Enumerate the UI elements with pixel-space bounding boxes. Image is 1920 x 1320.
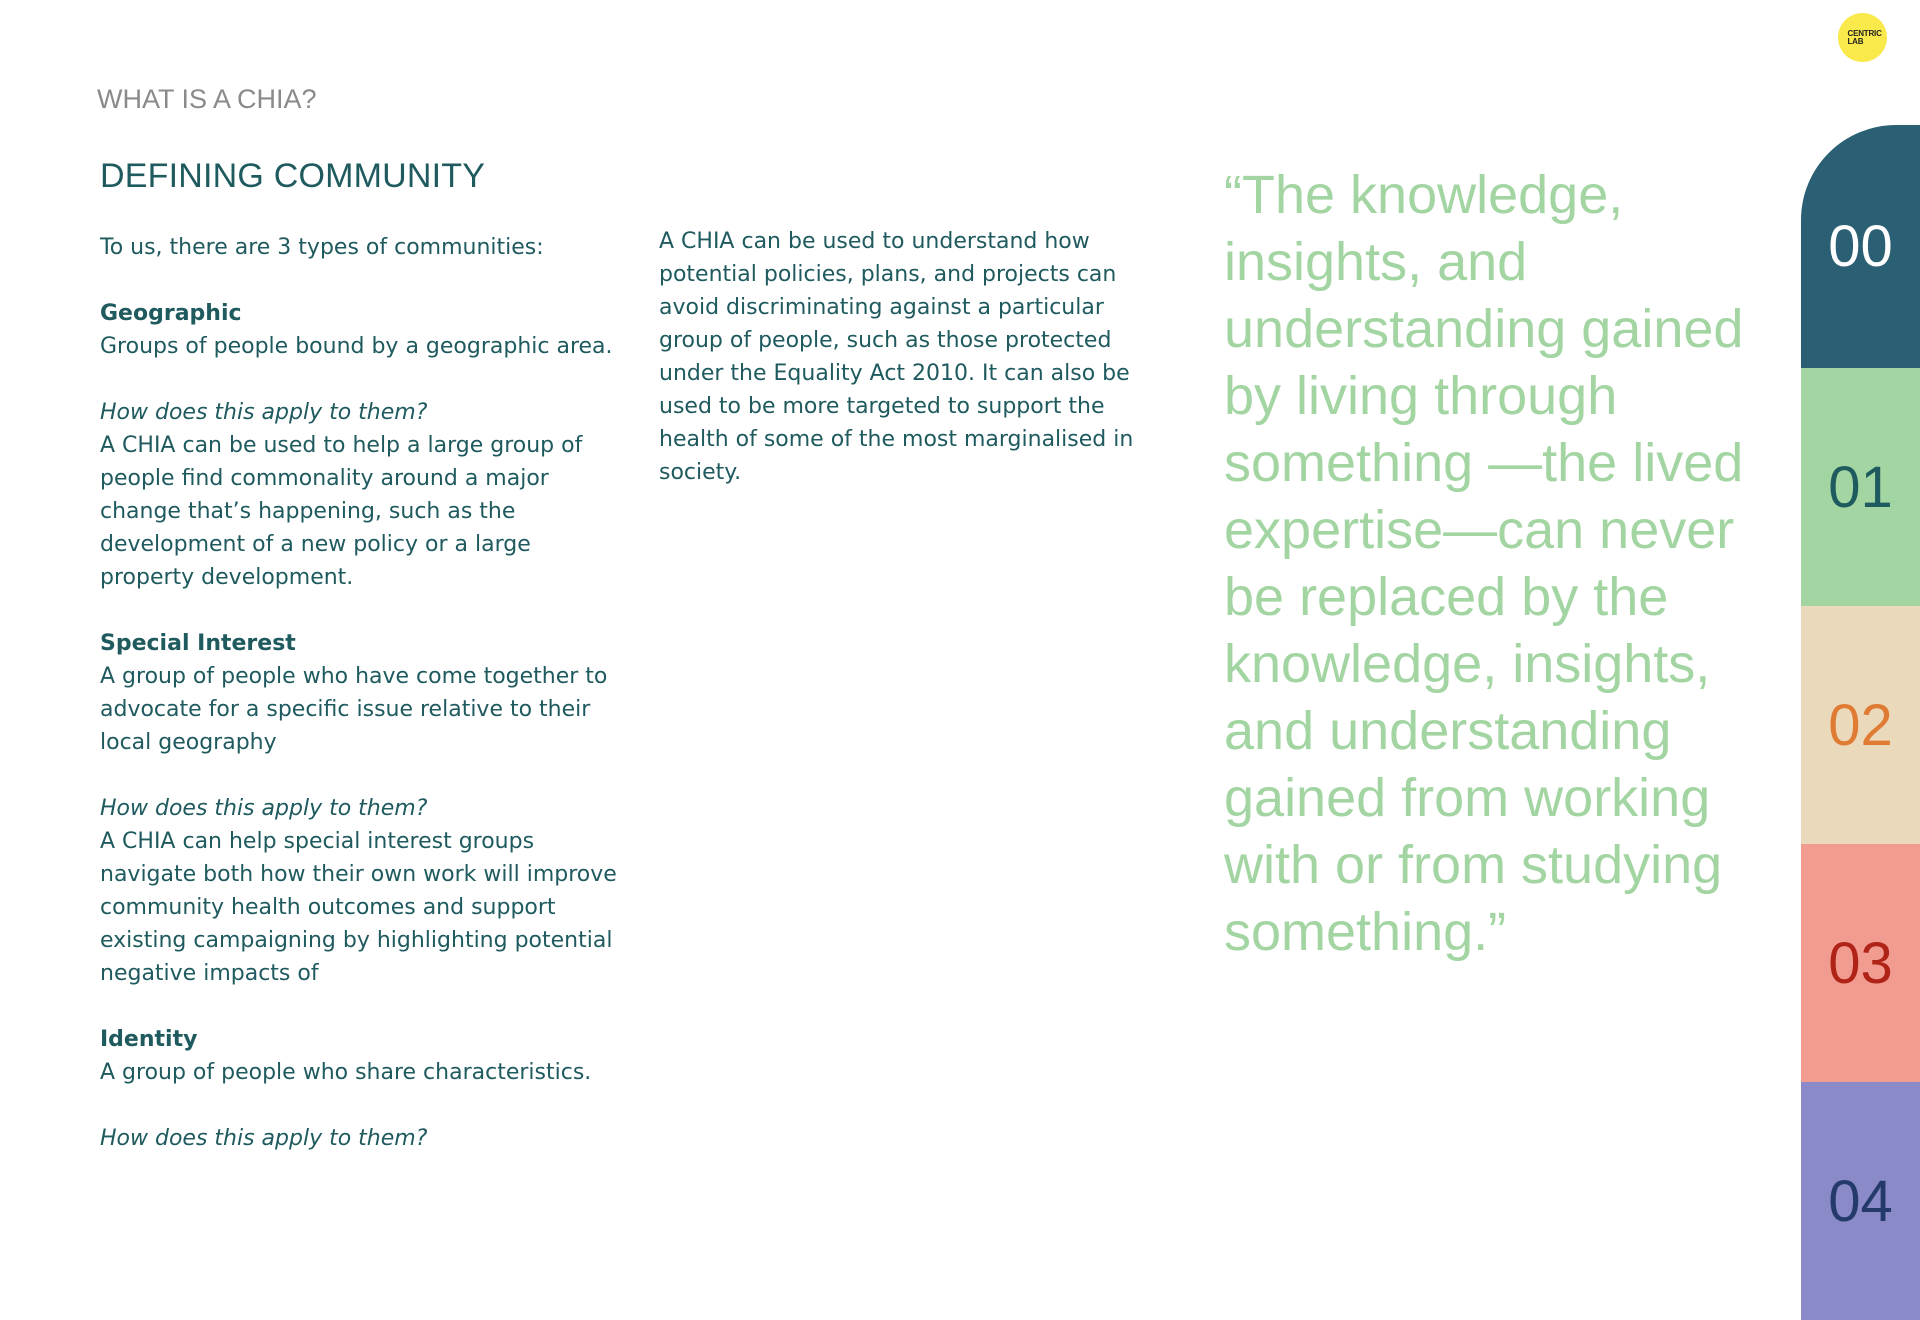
- chia-explanation-column: [659, 225, 1169, 489]
- tab-03[interactable]: [1801, 844, 1920, 1082]
- tab-00[interactable]: [1801, 125, 1920, 368]
- identity-description: A group of people who share characteristics.: [100, 1060, 592, 1085]
- logo-line-2: LAB: [1847, 36, 1864, 46]
- tab-04[interactable]: [1801, 1082, 1920, 1320]
- logo-line-1: CENTRIC: [1847, 28, 1882, 38]
- special-interest-description: A group of people who have come together to advocate for a specific issue relative to their local geography: [100, 664, 608, 755]
- geographic-question: How does this apply to them?: [100, 400, 428, 425]
- special-interest-question: How does this apply to them?: [100, 796, 428, 821]
- centric-lab-logo: [1838, 13, 1887, 62]
- section-tabs: [1801, 125, 1920, 1320]
- chia-explanation-text: A CHIA can be used to understand how potential policies, plans, and projects can avoid discriminating against a particular group of people, such as those protected under the Equality Act 2010. It can also be used to be more targeted to support the health of some of the most marginalised in society.: [659, 229, 1134, 485]
- tab-02[interactable]: [1801, 606, 1920, 844]
- tab-01-label: 01: [1828, 454, 1893, 520]
- identity-question: How does this apply to them?: [100, 1126, 428, 1151]
- geographic-heading: Geographic: [100, 301, 242, 326]
- tab-01[interactable]: [1801, 368, 1920, 606]
- geographic-answer: A CHIA can be used to help a large group of people find commonality around a major change that’s happening, such as the development of a new policy or a large property development.: [100, 433, 583, 590]
- special-interest-heading: Special Interest: [100, 631, 296, 656]
- tab-04-label: 04: [1828, 1168, 1893, 1234]
- section-label: WHAT IS A CHIA?: [97, 84, 317, 114]
- geographic-description: Groups of people bound by a geographic area.: [100, 334, 613, 359]
- intro-text: To us, there are 3 types of communities:: [100, 235, 544, 260]
- tab-02-label: 02: [1828, 692, 1893, 758]
- special-interest-answer: A CHIA can help special interest groups navigate both how their own work will improve community health outcomes and support existing campaigning by highlighting potential negative impacts of: [100, 829, 617, 986]
- tab-03-label: 03: [1828, 930, 1893, 996]
- page-title: DEFINING COMMUNITY: [100, 157, 486, 195]
- tab-00-label: 00: [1828, 214, 1893, 279]
- pull-quote: “The knowledge, insights, and understanding gained by living through something —the lived expertise—can never be replaced by the knowledge, insights, and understanding gained from working with or from studying something.”: [1224, 165, 1744, 962]
- communities-column: [100, 231, 620, 1155]
- identity-heading: Identity: [100, 1027, 198, 1052]
